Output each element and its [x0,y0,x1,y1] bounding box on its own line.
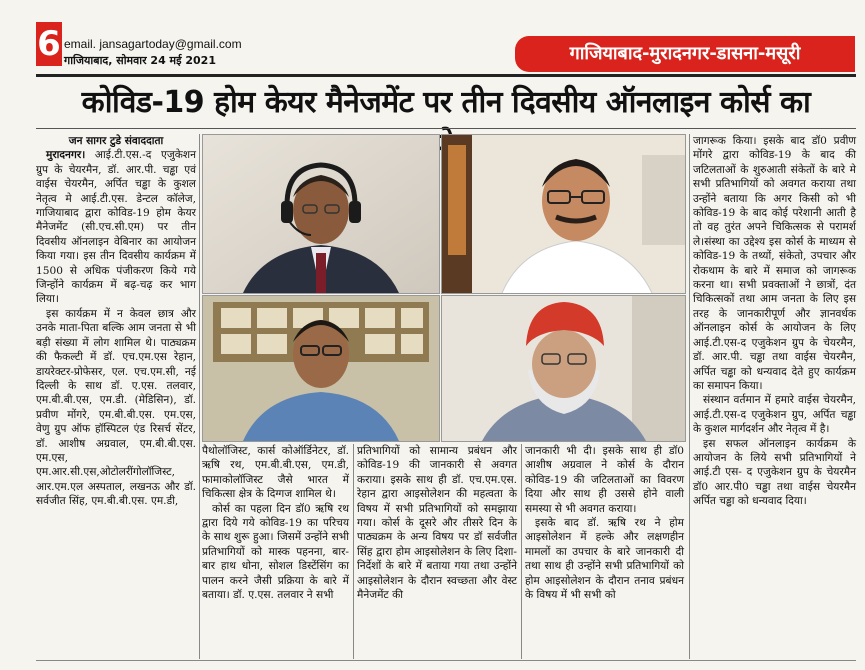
paragraph: इसके बाद डॉ. ऋषि रथ ने होम आइसोलेशन में हल्के और लक्षणहीन मामलों का उपचार के बारे जानकारी दी तथा साथ ही उन्होंने सभी प्रतिभागियों को होम आइसोलेशन के दौरान तनाव प्रबंधन के विषय में भी सभी को [525,517,684,602]
paragraph-text: आई.टी.एस.-द एजुकेशन ग्रुप के चेयरमैन, डॉ. आर.पी. चड्ढा एवं वाईस चेयरमैन, अर्पित चड्ढा के कुशल नेतृत्व मे आई.टी.एस. डेन्टल कॉलेज, गाजियाबाद द्वारा कोविड-19 होम केयर मैनेजमेंट (सी.एच.सी.एम) पर तीन दिवसीय ऑनलाइन वेबिनार का आयोजन किया गया। इस तीन दिवसीय कार्यक्रम में 1500 से अधिक पंजीकरण किये गये जिन्होंने कार्यक्रम में बढ़-चढ़ कर भाग लिया। [36,149,196,306]
column-divider [521,444,522,659]
article-column-4 [525,444,684,602]
paragraph: इस सफल ऑनलाइन कार्यक्रम के आयोजन के लिये सभी प्रतिभागियों ने आई.टी एस- द एजुकेशन ग्रुप के चेयरमैन डॉ0 आर.पी0 चड्ढा तथा वाईस चेयरमैन अर्पित चड्ढा को धन्यवाद दिया। [693,437,856,508]
article-column-2 [202,444,349,602]
webinar-speaker-photo-2 [441,134,686,294]
headline-rule [36,128,856,129]
paragraph: कोर्स का पहला दिन डॉ0 ऋषि रथ द्वारा दिये गये कोविड-19 का परिचय के साथ शुरू हुआ। जिसमें उन्होंने सभी प्रतिभागियों को मास्क पहनना, बार-बार हाथ धोना, सोशल डिस्टेंसिंग का पालन करने जैसी प्रक्रिया के बारे में बताया। डॉ. ए.एस. तलवार ने सभी [202,502,349,602]
paragraph [36,148,196,306]
paragraph: जानकारी भी दी। इसके साथ ही डॉ0 आशीष अग्रवाल ने कोर्स के दौरान कोविड-19 की जटिलताओं का विवरण दिया और साथ ही उससे होने वाली समस्या से भी अवगत कराया। [525,445,684,515]
column-divider [199,134,200,659]
webinar-speaker-photo-1 [202,134,440,294]
webinar-speaker-photo-4 [441,295,686,442]
dateline: गाजियाबाद, सोमवार 24 मई 2021 [64,54,216,67]
paragraph: संस्थान वर्तमान में हमारे वाईस चेयरमैन, आई.टी.एस-द एजुकेशन ग्रुप, अर्पित चड्ढा के कुशल मार्गदर्शन और नेतृत्व में है। [693,394,856,436]
column-divider [689,134,690,659]
column-divider [353,444,354,659]
region-banner: गाजियाबाद-मुरादनगर-डासना-मसूरी [515,36,855,72]
byline: जन सागर टुडे संवाददाता [68,135,164,147]
email-address: email. jansagartoday@gmail.com [64,37,242,51]
placeline: मुरादनगर। [46,149,86,162]
paragraph: पैथोलॉजिस्ट, कार्स कोऑर्डिनेटर, डॉ. ऋषि रथ, एम.बी.बी.एस, एम.डी, फामाकोलॉजिस्ट जैसे भारत में चिकित्सा क्षेत्र के दिग्गज शामिल थे। [202,445,349,501]
webinar-speaker-photo-3 [202,295,440,442]
header-rule [36,74,856,77]
article-column-3 [357,444,517,602]
paragraph: जागरूक किया। इसके बाद डॉ0 प्रवीण मोंगरे द्वारा कोविड-19 के बाद की जटिलताओं के शुरुआती संकेतों के बारे मे सभी प्रतिभागियों को अवगत कराया तथा उन्होंने बताया कि अगर किसी को भी कोविड-19 के बाद कोई परेशानी आती है तो वह तुरंत अपने चिकित्सक से परामर्श ले।संस्था का उद्देश्य इस कोर्स के माध्यम से कोविड-19 के तथ्यों, संकेतो, उपचार और रोकथाम के बारे में समाज को जागरूक करना था। सभी प्रवक्ताओं ने छात्रों, दंत चिकित्सकों तथा आम जनता के लिए इस तरह के जानकारीपूर्ण और ज्ञानवर्धक ऑनलाइन कोर्स के आयोजन के लिए आई.टी.एस-द एजुकेशन ग्रुप के चेयरमैन, डॉ. आर.पी. चड्ढा तथा वाईस चेयरमैन, अर्पित चड्ढा को धन्यवाद देते हुए कार्यक्रम का समापन किया। [693,135,856,392]
article-column-5 [693,134,856,509]
headline: कोविड-19 होम केयर मैनेजमेंट पर तीन दिवसीय ऑनलाइन कोर्स का [81,85,811,120]
article-column-1 [36,134,196,509]
paragraph: इस कार्यक्रम में न केवल छात्र और उनके माता-पिता बल्कि आम जनता से भी बड़ी संख्या में लोग शामिल थे। पाठ्यक्रम की फैकल्टी में डॉ. एच.एम.एस रेहान, डायरेक्टर-प्रोफेसर, एल. एच.एम.सी, नई दिल्ली के साथ डॉ. ए.एस. तलवार, एम.बी.बी.एस, एम.डी. (मेडिसिन), डॉ. प्रवीण मोंगरे, एम.बी.बी.एस. एम.एस, वेणु ग्रुप ऑफ हॉस्पिटल एंड रिसर्च सेंटर, डॉ. आशीष अग्रवाल, एम.बी.बी.एस. एम.एस, एम.आर.सी.एस,ओटोलरींगोलॉजिस्ट, आर.एम.एल अस्पताल, लखनऊ और डॉ. सर्वजीत सिंह, एम.बी.बी.एस. एम.डी, [36,307,196,508]
page-number: 6 [37,24,61,64]
paragraph: प्रतिभागियों को सामान्य प्रबंधन और कोविड-19 की जानकारी से अवगत कराया। इसके साथ ही डॉ. एच.एम.एस. रेहान द्वारा आइसोलेशन की महत्वता के विषय में सभी प्रतिभागियों को समझाया गया। कोर्स के दूसरे और तीसरे दिन के पाठ्यक्रम के अन्य विषय पर डॉ सर्वजीत सिंह द्वारा होम आइसोलेशन के लिए दिशा-निर्देशों के बारे में बताया गया तथा उन्होंने आइसोलेशन के दौरान स्वच्छता और वेस्ट मैनेजमेंट की [357,445,517,602]
footer-rule [36,660,856,661]
